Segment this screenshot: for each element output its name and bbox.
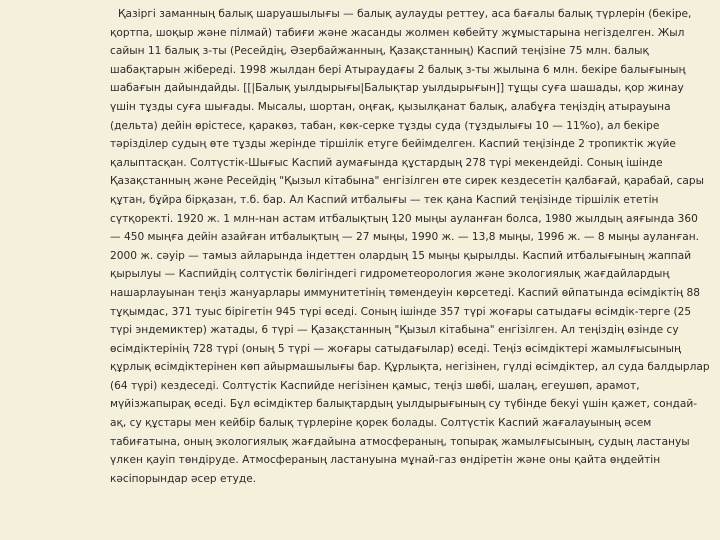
body-paragraph: Қазіргі заманның балық шаруашылығы — балық аулауды реттеу, аса бағалы балық түрлерін (бекіре, қортпа, шоқыр және пілмай) табиғи және жасанды жолмен көбейту жұмыстарына негізделген. Жыл сайын 11 балық з-ты (Ресейдің, Әзербайжанның, Қазақстанның) Каспий теңізіне 75 млн. балық шабақтарын жібереді. 1998 жылдан бері Атыраудағы 2 балық з-ты жылына 6 млн. бекіре балығының шабағын дайындайды. [[|Балық уылдырығы|Балықтар уылдырығын]] тұщы суға шашады, қор жинау үшін тұзды суға шығады. Мысалы, шортан, оңғақ, қызылқанат балық, алабұға теңіздің атырауына (дельта) дейін өрістесе, қаракөз, табан, көк-серке тұзды суда (тұздылығы 10 — 11%о), ал бекіре тәріздiлер судың өте тұзды жерінде тіршілік етуге бейімделген. Каспий теңізінде 2 тропиктік жүйе қалыптасқан. Солтүстік-Шығыс Каспий аумағында құстардың 278 түрі мекендейді. Соның ішінде Қазақстанның және Ресейдің "Қызыл кітабына" енгізілген өте сирек кездесетін қалбағай, қарабай, сары құтан, бұйра бірқазан, т.б. бар. Ал Каспий итбалығы — тек қана Каспий теңізінде тіршілік ететін сүтқоректі. 1920 ж. 1 млн-нан астам итбалықтың 120 мыңы ауланған болса, 1980 жылдың аяғында 360 — 450 мыңға дейін азайған итбалықтың — 27 мыңы, 1990 ж. — 13,8 мыңы, 1996 ж. — 8 мыңы ауланған. 2000 ж. сәуір — тамыз айларында індеттен олардың 15 мыңы қырылды. Каспий итбалығының жаппай қырылуы — Каспийдің солтүстік бөлігіндегі гидрометеорология және экологиялық жағдайлардың нашарлауынан теңіз жануарлары иммунитетінің төмендеуін көрсетеді. Каспий өйпатында өсімдіктің 88 тұқымдас, 371 туыс бірігетін 945 түрі өседі. Соның ішінде 357 түрі жоғары сатыдағы өсімдік-терге (25 түрі эндемиктер) жатады, 6 түрі — Қазақстанның "Қызыл кітабына" енгізілген. Ал теңіздің өзінде су өсімдіктерінің 728 түрі (оның 5 түрі — жоғары сатыдағылар) өседі. Теңіз өсімдіктері жамылғысының құрлық өсімдіктерінен көп айырмашылығы бар. Құрлықта, негізінен, гүлді өсімдіктер, ал суда балдырлар (64 түрі) кездеседі. Солтүстік Каспийде негізінен қамыс, теңіз шөбі, шалаң, егеушөп, арамот, мүйізжапырақ өседі. Бұл өсімдіктер балықтардың уылдырығының су түбінде бекуі үшін қажет, сондай-ақ, су құстары мен кейбір балық түрлеріне қорек болады. Солтүстік Каспий жағалауының әсем табиғатына, оның экологиялық жағдайына атмосфераның, топырақ жамылғысының, судың ластануы үлкен қауіп төндіруде. Атмосфераның ластануына мұнай-газ өндіретін және оны қайта өңдейтін кәсіпорындар әсер етуде. (110, 8, 710, 485)
